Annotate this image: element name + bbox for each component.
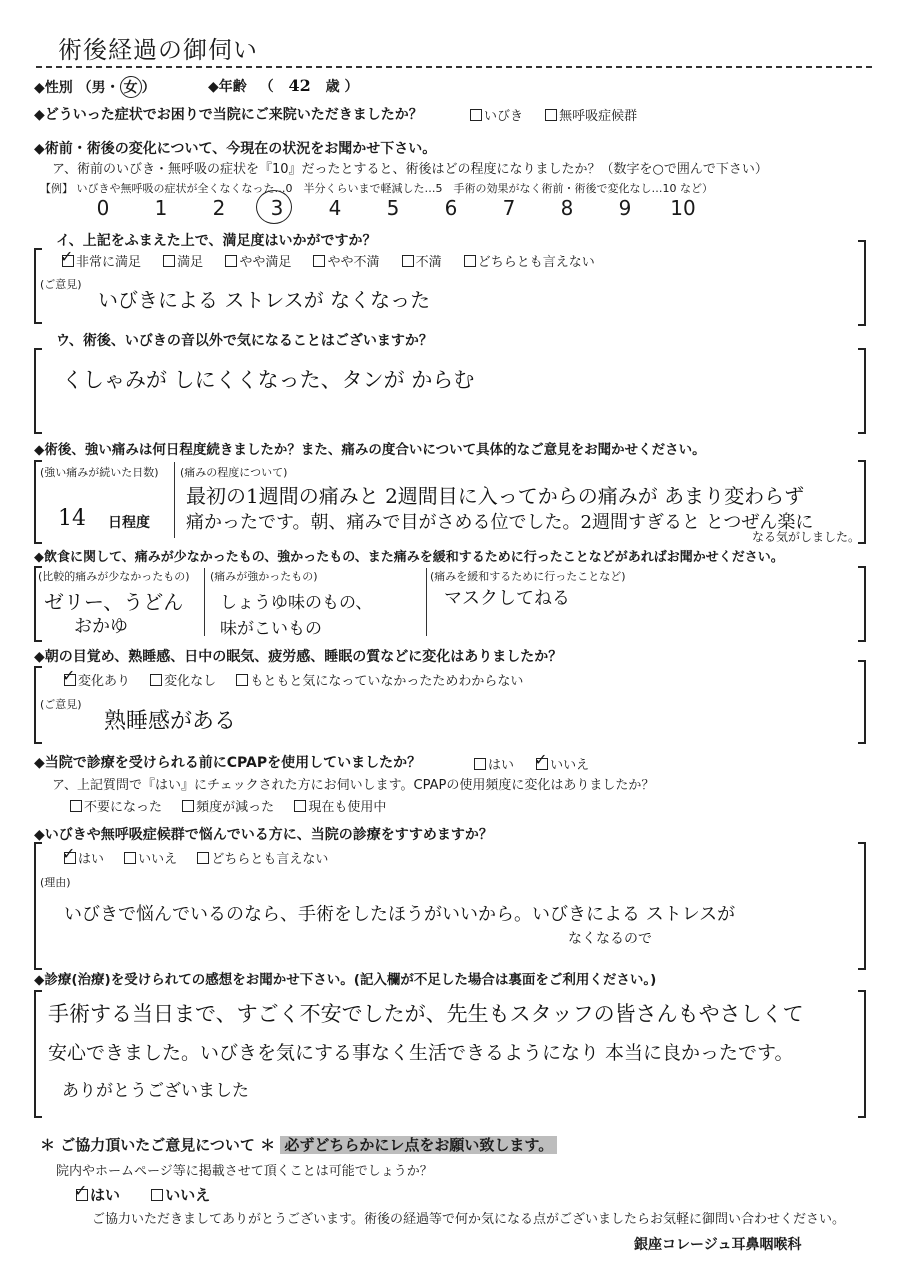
title-divider [36, 66, 872, 68]
recommend-reason-label: (理由) [40, 876, 71, 889]
consent-option-no: いいえ [165, 1186, 211, 1204]
cpap-a-question: ア、上記質問で『はい』にチェックされた方にお伺いします。CPAPの使用頻度に変化はありましたか？ [52, 778, 655, 793]
cpap-a-option-2: 現在も使用中 [308, 800, 387, 815]
pain-degree-label: (痛みの程度について) [180, 466, 288, 479]
recommend-option-yes: はい [78, 852, 105, 867]
cpap-options [474, 754, 589, 773]
satisfaction-option-2: やや満足 [239, 255, 292, 270]
checkbox-cpap-unneeded[interactable] [70, 800, 82, 812]
symptom-option-snoring: いびき [484, 109, 524, 124]
satisfaction-box-right [858, 240, 866, 326]
scale-1[interactable]: 1 [154, 196, 168, 220]
scale-3[interactable]: 3 [270, 196, 284, 220]
satisfaction-option-3: やや不満 [327, 255, 380, 270]
page-title: 術後経過の御伺い [58, 36, 258, 64]
satisfaction-option-4: 不満 [415, 255, 442, 270]
sleep-option-0: 変化あり [78, 674, 131, 689]
symptom-options [470, 105, 637, 124]
food-col1-line1[interactable]: ゼリー、うどん [44, 590, 184, 614]
impression-box-left [34, 990, 42, 1118]
checkbox-recommend-neither[interactable] [197, 852, 209, 864]
pain-divider [174, 462, 175, 538]
recommend-question: ◆いびきや無呼吸症候群で悩んでいる方に、当院の診療をすすめますか？ [34, 827, 493, 843]
satisfaction-opinion[interactable]: いびきによる ストレスが なくなった [98, 288, 431, 312]
recommend-box-left [34, 842, 42, 970]
food-col3-label: (痛みを緩和するために行ったことなど) [430, 570, 626, 583]
sleep-options [64, 670, 523, 689]
food-col2-label: (痛みが強かったもの) [210, 570, 318, 583]
change-a-question: ア、術前のいびき・無呼吸の症状を『10』だったとすると、術後はどの程度になりましたか？（数字を○で囲んで下さい） [52, 162, 768, 177]
satisfaction-opinion-label: (ご意見) [40, 278, 82, 291]
consent-options [76, 1184, 210, 1205]
satisfaction-option-5: どちらとも言えない [477, 255, 595, 270]
gender-female-option[interactable]: 女 [120, 76, 142, 98]
other-box-right [858, 348, 866, 434]
consent-question: 院内やホームページ等に掲載させて頂くことは可能でしょうか？ [56, 1164, 433, 1179]
scale-9[interactable]: 9 [618, 196, 632, 220]
scale-8[interactable]: 8 [560, 196, 574, 220]
checkbox-sleep-unchanged[interactable] [150, 674, 162, 686]
cpap-a-option-1: 頻度が減った [196, 800, 275, 815]
sleep-option-1: 変化なし [164, 674, 217, 689]
pain-degree-line3[interactable]: なる気がしました。 [752, 530, 861, 544]
pain-days-value[interactable]: 14 [58, 506, 86, 531]
checkbox-sleep-unknown[interactable] [236, 674, 248, 686]
impression-line1[interactable]: 手術する当日まで、すごく不安でしたが、先生もスタッフの皆さんもやさしくて [48, 1002, 804, 1026]
food-divider-2 [426, 568, 427, 636]
gender-open: （男・ [77, 80, 120, 96]
checkbox-satisfied[interactable] [163, 255, 175, 267]
satisfaction-option-1: 満足 [177, 255, 204, 270]
cpap-a-option-0: 不要になった [84, 800, 163, 815]
checkbox-somewhat-dissatisfied[interactable] [313, 255, 325, 267]
sleep-question: ◆朝の目覚め、熟睡感、日中の眠気、疲労感、睡眠の質などに変化はありましたか？ [34, 649, 563, 665]
scale-6[interactable]: 6 [444, 196, 458, 220]
checkbox-neither[interactable] [464, 255, 476, 267]
sleep-opinion[interactable]: 熟睡感がある [104, 709, 237, 734]
change-example: 【例】 いびきや無呼吸の症状が全くなくなった…0 半分くらいまで軽減した…5 手術の効果がなく術前・術後で変化なし…10 など） [40, 182, 713, 195]
other-question: ウ、術後、いびきの音以外で気になることはございますか？ [56, 333, 433, 349]
food-box-right [858, 566, 866, 642]
scale-7[interactable]: 7 [502, 196, 516, 220]
checkbox-consent-yes[interactable] [76, 1189, 88, 1201]
impression-line2[interactable]: 安心できました。いびきを気にする事なく生活できるようになり 本当に良かったです。 [48, 1042, 794, 1064]
scale-selected-circle [256, 190, 292, 224]
satisfaction-question: イ、上記をふまえた上で、満足度はいかがですか？ [56, 233, 377, 249]
footer-message: ご協力いただきましてありがとうございます。術後の経過等で何か気になる点がございましたらお気軽に御問い合わせください。 [92, 1212, 845, 1227]
gender-label: ◆性別 [34, 80, 73, 96]
recommend-reason-line1[interactable]: いびきで悩んでいるのなら、手術をしたほうがいいから。いびきによる ストレスが [64, 904, 736, 925]
change-question: ◆術前・術後の変化について、今現在の状況をお聞かせ下さい。 [34, 141, 437, 157]
cpap-a-options [70, 796, 386, 815]
checkbox-very-satisfied[interactable] [62, 255, 74, 267]
checkbox-cpap-still-using[interactable] [294, 800, 306, 812]
sleep-option-2: もともと気になっていなかったためわからない [250, 674, 524, 689]
scale-2[interactable]: 2 [212, 196, 226, 220]
satisfaction-options [62, 251, 595, 270]
recommend-reason-line2[interactable]: なくなるので [568, 931, 652, 947]
scale-5[interactable]: 5 [386, 196, 400, 220]
food-col3-line1[interactable]: マスクしてねる [444, 588, 570, 609]
sleep-opinion-label: (ご意見) [40, 698, 82, 711]
consent-option-yes: はい [90, 1186, 121, 1204]
symptom-option-apnea: 無呼吸症候群 [559, 109, 638, 124]
age-label: ◆年齢 [208, 79, 247, 95]
impression-question: ◆診療(治療)を受けられての感想をお聞かせ下さい。(記入欄が不足した場合は裏面をご利用ください。) [34, 972, 657, 988]
cpap-option-yes: はい [488, 758, 515, 773]
sleep-box-right [858, 660, 866, 744]
food-col2-line1[interactable]: しょうゆ味のもの、 [220, 593, 373, 613]
symptom-question [34, 104, 423, 124]
age-value[interactable]: 42 [288, 76, 311, 95]
recommend-box-right [858, 842, 866, 970]
cpap-option-no: いいえ [550, 758, 590, 773]
impression-box-right [858, 990, 866, 1118]
food-question: ◆飲食に関して、痛みが少なかったもの、強かったもの、また痛みを緩和するために行ったことなどがあればお聞かせください。 [34, 550, 784, 565]
checkbox-apnea[interactable] [545, 109, 557, 121]
other-box-left [34, 348, 42, 434]
age-unit: 歳 ） [325, 79, 359, 95]
scale-4[interactable]: 4 [328, 196, 342, 220]
pain-degree-line2[interactable]: 痛かったです。朝、痛みで目がさめる位でした。2週間すぎると とつぜん楽に [186, 512, 814, 533]
checkbox-somewhat-satisfied[interactable] [225, 255, 237, 267]
symptom-scale [74, 196, 712, 220]
consent-heading-text: ＊ ご協力頂いたご意見について ＊ [40, 1136, 276, 1154]
impression-line3[interactable]: ありがとうございました [62, 1081, 249, 1101]
consent-highlight: 必ずどちらかにレ点をお願い致します。 [280, 1136, 557, 1154]
recommend-option-no: いいえ [138, 852, 178, 867]
checkbox-cpap-yes[interactable] [474, 758, 486, 770]
food-col1-label: (比較的痛みが少なかったもの) [38, 570, 190, 583]
checkbox-cpap-reduced[interactable] [182, 800, 194, 812]
checkbox-recommend-no[interactable] [124, 852, 136, 864]
checkbox-recommend-yes[interactable] [64, 852, 76, 864]
food-col1-line2[interactable]: おかゆ [74, 616, 128, 637]
age-open: （ [259, 79, 274, 95]
food-divider-1 [204, 568, 205, 636]
checkbox-cpap-no[interactable] [536, 758, 548, 770]
recommend-option-neither: どちらとも言えない [211, 852, 329, 867]
cpap-question: ◆当院で診療を受けられる前にCPAPを使用していましたか？ [34, 755, 422, 771]
consent-heading [40, 1134, 557, 1155]
recommend-options [64, 848, 328, 867]
scale-10[interactable]: 10 [670, 196, 696, 220]
gender-row [34, 76, 156, 98]
checkbox-snoring[interactable] [470, 109, 482, 121]
scale-0[interactable]: 0 [96, 196, 110, 220]
pain-question: ◆術後、強い痛みは何日程度続きましたか？また、痛みの度合いについて具体的なご意見をお聞かせください。 [34, 442, 706, 458]
checkbox-consent-no[interactable] [151, 1189, 163, 1201]
pain-days-label: (強い痛みが続いた日数) [40, 466, 159, 479]
clinic-name: 銀座コレージュ耳鼻咽喉科 [634, 1237, 802, 1253]
other-answer[interactable]: くしゃみが しにくくなった、タンが からむ [62, 368, 475, 392]
symptom-text: ◆どういった症状でお困りで当院にご来院いただきましたか？ [34, 107, 423, 123]
pain-days-unit: 日程度 [108, 515, 150, 531]
age-row [208, 76, 359, 96]
satisfaction-option-0: 非常に満足 [76, 255, 142, 270]
gender-close: ） [141, 80, 156, 96]
checkbox-sleep-changed[interactable] [64, 674, 76, 686]
checkbox-dissatisfied[interactable] [402, 255, 414, 267]
food-col2-line2[interactable]: 味がこいもの [220, 619, 322, 639]
pain-degree-line1[interactable]: 最初の1週間の痛みと 2週間目に入ってからの痛みが あまり変わらず [186, 484, 805, 508]
